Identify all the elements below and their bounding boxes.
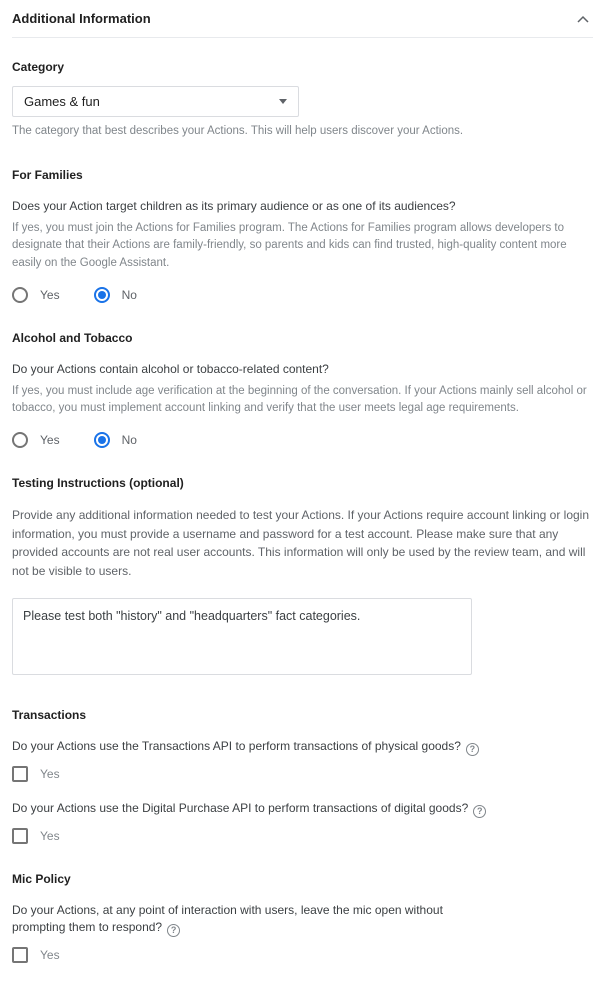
section-header[interactable]	[12, 0, 593, 38]
alcohol-tobacco-helper-text: If yes, you must include age verification at the beginning of the conversation. If your Actions mainly sell alcohol or tobacco, you must implement account linking and verify that the user meets legal age requirements.	[12, 384, 587, 414]
category-label: Category	[12, 60, 65, 74]
for-families-question: Does your Action target children as its primary audience or as one of its audiences?	[12, 199, 456, 214]
mic-policy-heading: Mic Policy	[12, 872, 71, 887]
category-helper-text: The category that best describes your Actions. This will help users discover your Actions.	[12, 125, 464, 137]
alcohol-tobacco-yes-radio[interactable]	[12, 432, 60, 448]
radio-checked-icon	[94, 287, 110, 303]
question-text: Do your Actions use the Transactions API to perform transactions of physical goods?	[12, 739, 461, 754]
transactions-physical-checkbox[interactable]	[12, 766, 593, 782]
radio-unchecked-icon	[12, 287, 28, 303]
help-icon[interactable]	[466, 743, 479, 756]
mic-policy-question	[12, 902, 482, 937]
checkbox-unchecked-icon	[12, 766, 28, 782]
transactions-digital-question	[12, 800, 593, 818]
checkbox-label: Yes	[40, 947, 60, 962]
help-icon[interactable]	[473, 805, 486, 818]
question-text: Do your Actions, at any point of interaction with users, leave the mic open without prompting them to respond?	[12, 903, 443, 934]
checkbox-label: Yes	[40, 767, 60, 782]
transactions-heading: Transactions	[12, 708, 87, 723]
alcohol-tobacco-heading: Alcohol and Tobacco	[12, 330, 133, 345]
radio-checked-icon	[94, 432, 110, 448]
radio-unchecked-icon	[12, 432, 28, 448]
category-select[interactable]	[12, 86, 299, 117]
alcohol-tobacco-radio-group	[12, 432, 593, 448]
alcohol-tobacco-no-radio[interactable]	[94, 432, 137, 448]
testing-instructions-description: Provide any additional information needed to test your Actions. If your Actions require account linking or login information, you must provide a username and password for a test account. Please make sure that any provided accounts are not real user accounts. This information will only be used by the review team, and will not be visible to users.	[12, 508, 590, 578]
help-icon[interactable]	[167, 924, 180, 937]
for-families-helper-text: If yes, you must join the Actions for Families program. The Actions for Families program allows developers to designate that their Actions are family-friendly, so parents and kids can find trusted, high-quality content more easily on the Google Assistant.	[12, 222, 567, 269]
radio-label: No	[121, 433, 137, 448]
for-families-radio-group	[12, 287, 593, 303]
checkbox-unchecked-icon	[12, 947, 28, 963]
transactions-physical-question	[12, 738, 593, 756]
checkbox-unchecked-icon	[12, 828, 28, 844]
for-families-yes-radio[interactable]	[12, 287, 60, 303]
testing-instructions-heading: Testing Instructions (optional)	[12, 476, 184, 491]
question-text: Do your Actions use the Digital Purchase API to perform transactions of digital goods?	[12, 801, 469, 816]
mic-policy-checkbox[interactable]	[12, 947, 593, 963]
checkbox-label: Yes	[40, 829, 60, 844]
radio-label: No	[121, 287, 137, 302]
radio-label: Yes	[40, 433, 60, 448]
alcohol-tobacco-question: Do your Actions contain alcohol or tobacco-related content?	[12, 361, 329, 376]
radio-label: Yes	[40, 287, 60, 302]
testing-instructions-textarea[interactable]	[12, 598, 472, 675]
for-families-heading: For Families	[12, 168, 83, 183]
section-title: Additional Information	[12, 11, 151, 26]
collapse-button[interactable]	[573, 7, 593, 30]
for-families-no-radio[interactable]	[94, 287, 137, 303]
transactions-digital-checkbox[interactable]	[12, 828, 593, 844]
category-selected-value: Games & fun	[24, 94, 100, 109]
chevron-up-icon	[577, 11, 589, 26]
dropdown-caret-icon	[279, 99, 287, 104]
